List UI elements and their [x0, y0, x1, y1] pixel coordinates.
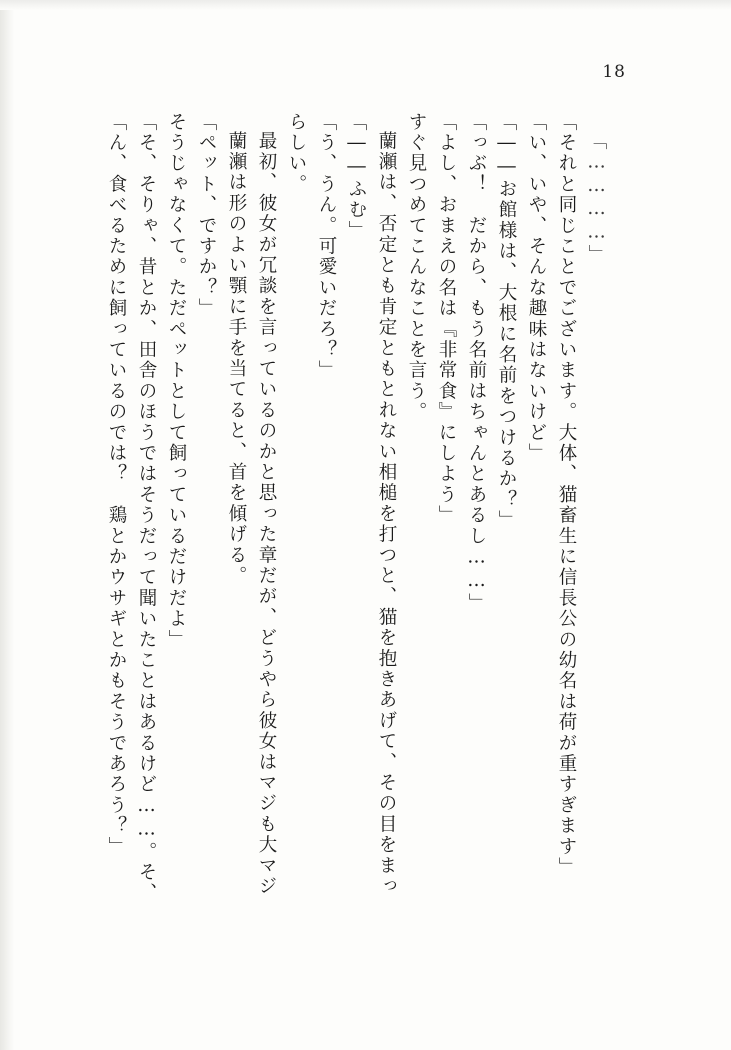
page-edge-shadow-left	[0, 0, 14, 1050]
text-column: 蘭瀬は、否定とも肯定ともとれない相槌を打つと、猫を抱きあげて、その目をまっ	[376, 131, 397, 897]
text-column: 最初、彼女が冗談を言っているのかと思った章だが、どうやら彼女はマジも大マジ	[256, 131, 277, 897]
text-column: すぐ見つめてこんなことを言う。	[406, 112, 427, 423]
text-column: 「う、うん。可愛いだろ？」	[316, 112, 337, 382]
text-column: 「――ふむ」	[346, 112, 367, 242]
text-column: 「ペット、ですか？」	[196, 112, 217, 319]
text-column: そうじゃなくて。ただペットとして飼っているだけだよ」	[166, 112, 187, 651]
text-column: 「…………」	[586, 131, 607, 266]
page-edge-shadow-top	[0, 0, 731, 10]
text-column: 「い、いや、そんな趣味はないけど」	[526, 112, 547, 464]
text-column: 「そ、そりゃ、昔とか、田舎のほうではそうだって聞いたことはあるけど……。そ、	[136, 112, 157, 904]
vertical-text-block	[95, 112, 635, 942]
text-column: 「っぶ！ だから、もう名前はちゃんとあるし……」	[466, 112, 487, 614]
text-column: らしい。	[286, 112, 307, 195]
text-column: 「よし、おまえの名は『非常食』にしよう」	[436, 112, 457, 526]
text-column: 「ん、食べるために飼っているのでは？ 鶏とかウサギとかもそうであろう？」	[106, 112, 127, 858]
text-column: 蘭瀬は形のよい顎に手を当てると、首を傾げる。	[226, 131, 247, 587]
text-column: 「それと同じことでございます。大体、猫畜生に信長公の幼名は荷が重すぎます」	[556, 112, 577, 878]
page-number: 18	[602, 62, 626, 82]
text-column: 「――お館様は、大根に名前をつけるか？」	[496, 112, 517, 531]
